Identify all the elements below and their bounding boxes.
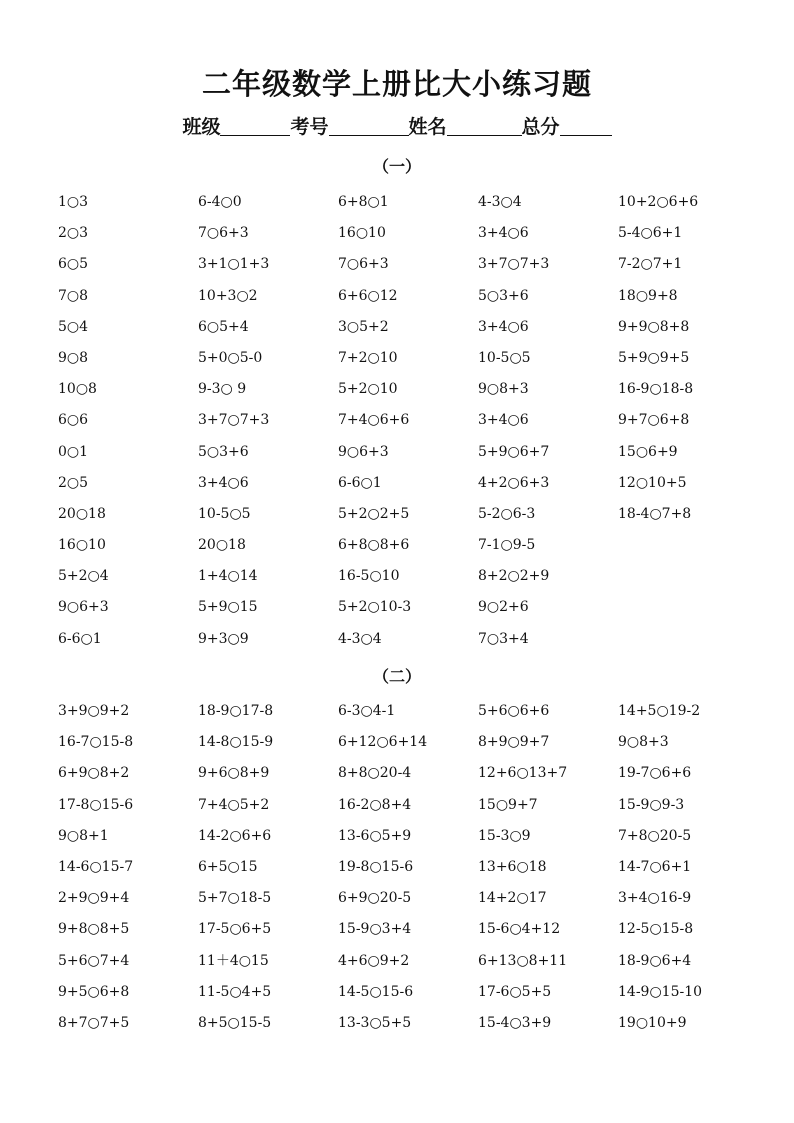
comparison-problem[interactable]: 9+3○9 [198, 630, 249, 647]
class-label: 班级 [182, 116, 221, 138]
comparison-problem[interactable]: 4-3○4 [338, 630, 382, 647]
comparison-problem[interactable]: 15-3○9 [478, 827, 531, 844]
comparison-problem[interactable]: 7○8 [58, 287, 89, 304]
comparison-problem[interactable]: 12○10+5 [618, 474, 687, 491]
comparison-problem[interactable]: 9+5○6+8 [58, 983, 130, 1000]
comparison-problem[interactable]: 18-9○6+4 [618, 952, 692, 969]
comparison-problem[interactable]: 14-6○15-7 [58, 858, 134, 875]
comparison-problem[interactable]: 7+4○5+2 [198, 796, 270, 813]
comparison-problem[interactable]: 13+6○18 [478, 858, 547, 875]
comparison-problem[interactable]: 7-1○9-5 [478, 537, 536, 554]
comparison-problem[interactable]: 9+7○6+8 [618, 412, 690, 429]
comparison-problem[interactable]: 2○5 [58, 474, 89, 491]
comparison-problem[interactable]: 3○5+2 [338, 318, 389, 335]
comparison-problem[interactable]: 1+4○14 [198, 568, 258, 585]
comparison-problem[interactable]: 15○9+7 [478, 796, 538, 813]
comparison-problem[interactable]: 14-5○15-6 [338, 983, 414, 1000]
comparison-problem[interactable]: 10+2○6+6 [618, 194, 699, 210]
comparison-problem[interactable]: 5+2○2+5 [338, 505, 410, 522]
comparison-problem[interactable]: 6+9○20-5 [338, 890, 412, 907]
comparison-problem[interactable]: 5+0○5-0 [198, 349, 263, 366]
comparison-problem[interactable]: 7○6+3 [338, 256, 389, 273]
comparison-problem[interactable]: 2○3 [58, 225, 89, 242]
comparison-problem[interactable]: 6-6○1 [338, 474, 382, 491]
comparison-problem[interactable]: 7○3+4 [478, 630, 529, 647]
comparison-problem[interactable]: 14-7○6+1 [618, 858, 692, 875]
comparison-problem[interactable]: 5-2○6-3 [478, 505, 536, 522]
comparison-problem[interactable]: 9-3○ 9 [198, 381, 247, 398]
comparison-problem[interactable]: 14+5○19-2 [618, 703, 701, 719]
exam-no-blank[interactable] [329, 115, 409, 136]
comparison-problem[interactable]: 16○10 [58, 537, 106, 554]
comparison-problem[interactable]: 15-9○9-3 [618, 796, 685, 813]
total-label: 总分 [521, 116, 560, 138]
comparison-problem[interactable]: 6+8○8+6 [338, 537, 410, 554]
comparison-problem[interactable]: 2+9○9+4 [58, 890, 130, 907]
comparison-problem[interactable]: 5+9○15 [198, 599, 258, 616]
comparison-problem[interactable]: 6○6 [58, 412, 89, 429]
comparison-problem[interactable]: 17-6○5+5 [478, 983, 552, 1000]
comparison-problem[interactable]: 5+2○10 [338, 381, 398, 398]
comparison-problem[interactable]: 9○8+3 [618, 734, 669, 751]
comparison-problem[interactable]: 6+9○8+2 [58, 765, 130, 782]
comparison-problem[interactable]: 15○6+9 [618, 443, 678, 460]
comparison-problem[interactable]: 3+4○6 [478, 225, 529, 242]
comparison-problem[interactable]: 6+12○6+14 [338, 734, 428, 751]
comparison-problem[interactable]: 8+2○2+9 [478, 568, 550, 585]
comparison-problem[interactable]: 6○5+4 [198, 318, 249, 335]
comparison-problem[interactable]: 12+6○13+7 [478, 765, 568, 782]
name-label: 姓名 [408, 116, 447, 138]
class-blank[interactable] [220, 115, 290, 136]
comparison-problem[interactable]: 6-6○1 [58, 630, 102, 647]
comparison-problem[interactable]: 16-7○15-8 [58, 734, 134, 751]
comparison-problem[interactable]: 5+2○10-3 [338, 599, 412, 616]
comparison-problem[interactable]: 12-5○15-8 [618, 921, 694, 938]
comparison-problem[interactable]: 9○6+3 [338, 443, 389, 460]
comparison-problem[interactable]: 5+9○6+7 [478, 443, 550, 460]
comparison-problem[interactable]: 4-3○4 [478, 194, 522, 210]
comparison-problem[interactable]: 0○1 [58, 443, 89, 460]
comparison-problem[interactable]: 6○5 [58, 256, 89, 273]
comparison-problem[interactable]: 3+4○6 [478, 318, 529, 335]
comparison-problem[interactable]: 5+6○7+4 [58, 952, 130, 969]
comparison-problem[interactable]: 13-6○5+9 [338, 827, 412, 844]
comparison-problem[interactable]: 6+6○12 [338, 287, 398, 304]
comparison-problem[interactable]: 9○8 [58, 349, 89, 366]
comparison-problem[interactable]: 16○10 [338, 225, 386, 242]
comparison-problem[interactable]: 3+1○1+3 [198, 256, 270, 273]
comparison-problem[interactable]: 10-5○5 [478, 349, 531, 366]
section-2-problems [58, 701, 758, 1044]
comparison-problem[interactable]: 11-5○4+5 [198, 983, 272, 1000]
section-2-label: （二） [372, 667, 421, 686]
comparison-problem[interactable]: 7+2○10 [338, 349, 398, 366]
comparison-problem[interactable]: 14-8○15-9 [198, 734, 274, 751]
comparison-problem[interactable]: 20○18 [198, 537, 246, 554]
comparison-problem[interactable]: 6+13○8+11 [478, 952, 568, 969]
page-title: 二年级数学上册比大小练习题 [201, 67, 592, 101]
comparison-problem[interactable]: 5○4 [58, 318, 89, 335]
comparison-problem[interactable]: 8+7○7+5 [58, 1014, 130, 1031]
comparison-problem[interactable]: 10-5○5 [198, 505, 251, 522]
comparison-problem[interactable]: 17-8○15-6 [58, 796, 134, 813]
comparison-problem[interactable]: 4+6○9+2 [338, 952, 410, 969]
comparison-problem[interactable]: 5○3+6 [198, 443, 249, 460]
comparison-problem[interactable]: 9○8+3 [478, 381, 529, 398]
comparison-problem[interactable]: 6-3○4-1 [338, 703, 396, 719]
comparison-problem[interactable]: 11＋4○15 [198, 952, 269, 969]
comparison-problem[interactable]: 20○18 [58, 505, 106, 522]
section-1-label: （一） [372, 157, 421, 176]
comparison-problem[interactable]: 6+5○15 [198, 858, 258, 875]
comparison-problem[interactable]: 3+7○7+3 [478, 256, 550, 273]
comparison-problem[interactable]: 8+5○15-5 [198, 1014, 272, 1031]
student-info-line [0, 112, 794, 139]
comparison-problem[interactable]: 10○8 [58, 381, 97, 398]
comparison-problem[interactable]: 14-9○15-10 [618, 983, 703, 1000]
comparison-problem[interactable]: 9+6○8+9 [198, 765, 270, 782]
comparison-problem[interactable]: 1○3 [58, 194, 89, 210]
comparison-problem[interactable]: 9○6+3 [58, 599, 109, 616]
comparison-problem[interactable]: 5-4○6+1 [618, 225, 683, 242]
comparison-problem[interactable]: 5+7○18-5 [198, 890, 272, 907]
comparison-problem[interactable]: 16-5○10 [338, 568, 400, 585]
comparison-problem[interactable]: 18-9○17-8 [198, 703, 274, 719]
comparison-problem[interactable]: 17-5○6+5 [198, 921, 272, 938]
comparison-problem[interactable]: 4+2○6+3 [478, 474, 550, 491]
comparison-problem[interactable]: 5+9○9+5 [618, 349, 690, 366]
comparison-problem[interactable]: 6+8○1 [338, 194, 389, 210]
comparison-problem[interactable]: 7+8○20-5 [618, 827, 692, 844]
comparison-problem[interactable]: 6-4○0 [198, 194, 242, 210]
section-1-problems [58, 192, 758, 660]
comparison-problem[interactable]: 14+2○17 [478, 890, 547, 907]
comparison-problem[interactable]: 7-2○7+1 [618, 256, 683, 273]
exam-no-label: 考号 [290, 116, 329, 138]
comparison-problem[interactable]: 10+3○2 [198, 287, 258, 304]
comparison-problem[interactable]: 3+7○7+3 [198, 412, 270, 429]
comparison-problem[interactable]: 13-3○5+5 [338, 1014, 412, 1031]
total-blank[interactable] [560, 115, 612, 136]
comparison-problem[interactable]: 16-9○18-8 [618, 381, 694, 398]
name-blank[interactable] [447, 115, 522, 136]
comparison-problem[interactable]: 15-4○3+9 [478, 1014, 552, 1031]
comparison-problem[interactable]: 5+6○6+6 [478, 703, 550, 719]
comparison-problem[interactable]: 14-2○6+6 [198, 827, 272, 844]
comparison-problem[interactable]: 9+9○8+8 [618, 318, 690, 335]
comparison-problem[interactable]: 9○8+1 [58, 827, 109, 844]
comparison-problem[interactable]: 3+4○16-9 [618, 890, 692, 907]
comparison-problem[interactable]: 3+4○6 [478, 412, 529, 429]
comparison-problem[interactable]: 3+4○6 [198, 474, 249, 491]
comparison-problem[interactable]: 19-8○15-6 [338, 858, 414, 875]
comparison-problem[interactable]: 3+9○9+2 [58, 703, 130, 719]
comparison-problem[interactable]: 5+2○4 [58, 568, 109, 585]
comparison-problem[interactable]: 19○10+9 [618, 1014, 687, 1031]
comparison-problem[interactable]: 9○2+6 [478, 599, 529, 616]
comparison-problem[interactable]: 5○3+6 [478, 287, 529, 304]
comparison-problem[interactable]: 19-7○6+6 [618, 765, 692, 782]
comparison-problem[interactable]: 9+8○8+5 [58, 921, 130, 938]
comparison-problem[interactable]: 15-6○4+12 [478, 921, 561, 938]
comparison-problem[interactable]: 18○9+8 [618, 287, 678, 304]
comparison-problem[interactable]: 18-4○7+8 [618, 505, 692, 522]
comparison-problem[interactable]: 15-9○3+4 [338, 921, 412, 938]
comparison-problem[interactable]: 16-2○8+4 [338, 796, 412, 813]
comparison-problem[interactable]: 7+4○6+6 [338, 412, 410, 429]
comparison-problem[interactable]: 8+8○20-4 [338, 765, 412, 782]
comparison-problem[interactable]: 8+9○9+7 [478, 734, 550, 751]
comparison-problem[interactable]: 7○6+3 [198, 225, 249, 242]
